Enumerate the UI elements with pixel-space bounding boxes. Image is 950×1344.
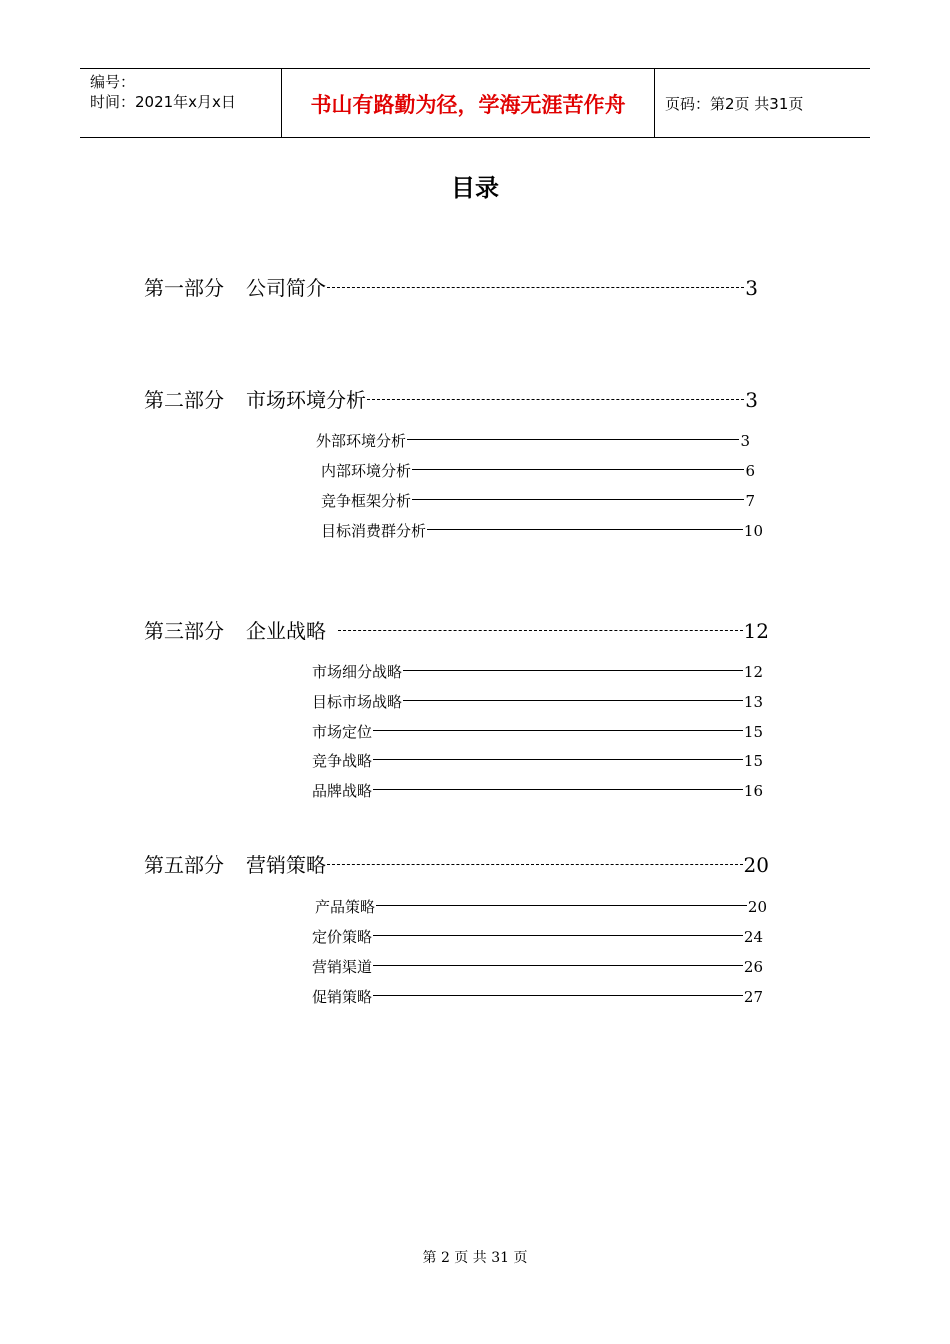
toc-item-title: 产品策略 (315, 898, 376, 916)
toc-item-page: 26 (743, 958, 763, 976)
toc-item-page: 10 (743, 522, 763, 540)
toc-item[interactable] (315, 896, 767, 917)
toc-item-title: 市场细分战略 (312, 663, 403, 681)
header-page-cell (655, 69, 870, 137)
toc-item-title: 目标市场战略 (312, 693, 403, 711)
toc-item-title: 市场定位 (312, 723, 373, 741)
toc-leader (376, 897, 747, 912)
toc-item-title: 促销策略 (312, 988, 373, 1006)
toc-part-1[interactable] (144, 272, 758, 301)
toc-part-5[interactable] (144, 849, 769, 878)
document-header (80, 68, 870, 138)
toc-leader (412, 461, 744, 476)
toc-item[interactable] (312, 986, 763, 1007)
toc-item-page: 15 (743, 752, 763, 770)
number-label: 编号： (90, 73, 136, 91)
toc-item-page: 7 (745, 492, 755, 510)
toc-part-label: 第一部分 公司简介 (144, 276, 326, 300)
toc-leader (327, 852, 743, 872)
toc-item-title: 目标消费群分析 (321, 522, 427, 540)
toc-item-page: 6 (745, 462, 755, 480)
toc-item-page: 3 (740, 432, 750, 450)
toc-page-number: 12 (743, 619, 769, 643)
motto-text: 书山有路勤为径，学海无涯苦作舟 (310, 92, 626, 117)
header-meta-cell (80, 69, 280, 137)
toc-leader (403, 692, 743, 707)
toc-part-2[interactable] (144, 384, 758, 413)
toc-leader (338, 618, 743, 638)
toc-item[interactable] (312, 926, 763, 947)
toc-item-title: 定价策略 (312, 928, 373, 946)
toc-item[interactable] (312, 691, 763, 712)
toc-leader (373, 927, 743, 942)
toc-part-label: 第二部分 市场环境分析 (144, 388, 366, 412)
toc-page-number: 20 (743, 853, 769, 877)
toc-item[interactable] (321, 520, 763, 541)
toc-leader (373, 987, 743, 1002)
toc-item-title: 营销渠道 (312, 958, 373, 976)
toc-item[interactable] (312, 780, 763, 801)
toc-item-title: 外部环境分析 (316, 432, 407, 450)
toc-item-page: 12 (743, 663, 763, 681)
toc-leader (373, 957, 743, 972)
page-title: 目录 (451, 174, 499, 202)
toc-part-label: 第五部分 营销策略 (144, 853, 326, 877)
toc-item[interactable] (316, 430, 750, 451)
toc-item[interactable] (321, 460, 755, 481)
toc-item-page: 16 (743, 782, 763, 800)
toc-item-page: 24 (743, 928, 763, 946)
toc-item-page: 13 (743, 693, 763, 711)
toc-item-page: 20 (747, 898, 767, 916)
header-page-info: 页码：第2页 共31页 (665, 95, 804, 113)
toc-item-title: 品牌战略 (312, 782, 373, 800)
toc-item[interactable] (312, 721, 763, 742)
toc-leader (427, 521, 743, 536)
header-motto-cell (281, 69, 655, 137)
toc-item-title: 竞争框架分析 (321, 492, 412, 510)
time-label: 时间：2021年x月x日 (90, 93, 236, 111)
toc-item-page: 15 (743, 723, 763, 741)
toc-item[interactable] (312, 956, 763, 977)
toc-item-title: 竞争战略 (312, 752, 373, 770)
toc-leader (367, 387, 744, 407)
toc-item-title: 内部环境分析 (321, 462, 412, 480)
toc-leader (373, 722, 743, 737)
toc-leader (403, 662, 743, 677)
toc-part-3[interactable] (144, 615, 769, 644)
toc-item[interactable] (321, 490, 755, 511)
toc-leader (373, 751, 743, 766)
toc-leader (407, 431, 739, 446)
page-footer: 第 2 页 共 31 页 (422, 1250, 528, 1266)
toc-part-label: 第三部分 企业战略 (144, 619, 326, 643)
toc-item-page: 27 (743, 988, 763, 1006)
toc-item[interactable] (312, 661, 763, 682)
toc-page-number: 3 (745, 276, 758, 300)
toc-leader (412, 491, 744, 506)
toc-leader (373, 781, 743, 796)
toc-page-number: 3 (745, 388, 758, 412)
toc-leader (327, 275, 744, 295)
toc-item[interactable] (312, 750, 763, 771)
